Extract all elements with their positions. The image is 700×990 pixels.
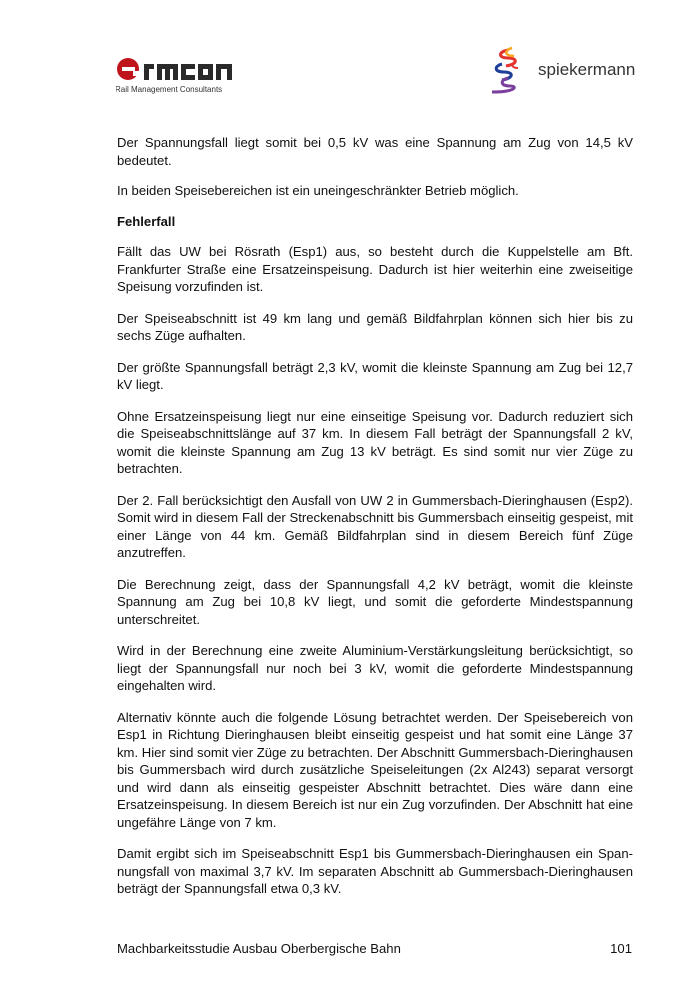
ermcon-tagline: Rail Management Consultants (116, 85, 223, 94)
paragraph: Alternativ könnte auch die folgende Lösung betrachtet werden. Der Speisebereich von Esp1 in Richtung Dieringhausen bleibt einseitig gespeist und hat somit eine Länge 37 km. Hier sind somit vier Züge zu betrachten. Der Abschnitt Gummersbach-Dieringhausen bis Gummersbach wird durch zusätzliche Speiseleitungen (2x Al243) separat versorgt und wird dann als einseitig gespeister Abschnitt betrachtet. Dies wäre dann eine Ersatzeinspeisung. In diesem Bereich ist nur ein Zug vorzufinden. Der Abschnitt hat eine ungefähre Länge von 7 km. (117, 709, 633, 830)
page-number: 101 (610, 941, 632, 956)
document-body (117, 134, 633, 912)
footer-title: Machbarkeitsstudie Ausbau Oberbergische Bahn (117, 941, 401, 956)
spiekermann-wordmark: spiekermann (538, 60, 636, 79)
paragraph: Damit ergibt sich im Speiseabschnitt Esp1 bis Gummersbach-Dieringhausen ein Spannungsfall von maximal 3,7 kV. Im separaten Abschnitt ab Gummersbach-Dieringhausen beträgt der Spannungsfall etwa 0,3 kV. (117, 846, 633, 896)
paragraph: Wird in der Berechnung eine zweite Aluminium-Verstärkungsleitung berücksichtigt, so liegt der Spannungsfall nur noch bei 3 kV, womit die geforderte Mindestspannung eingehalten wird. (117, 643, 633, 693)
ermcon-logo (116, 52, 246, 98)
paragraph: Ohne Ersatzeinspeisung liegt nur eine einseitige Speisung vor. Dadurch reduziert sich die Speiseabschnittslänge auf 37 km. In diesem Fall beträgt der Spannungsfall 2 kV, womit die kleinste Spannung am Zug 13 kV beträgt. Es sind somit nur vier Züge zu betrachten. (117, 408, 633, 476)
section-heading: Fehlerfall (117, 213, 176, 229)
paragraph: Die Berechnung zeigt, dass der Spannungsfall 4,2 kV beträgt, womit die kleinste Spannung am Zug bei 10,8 kV liegt, und somit die geforderte Mindestspannung unterschreitet. (117, 576, 633, 627)
spiekermann-logo (488, 44, 638, 96)
paragraph: Der größte Spannungsfall beträgt 2,3 kV, womit die kleinste Spannung am Zug bei 12,7 kV liegt. (117, 359, 633, 392)
ermcon-logo-graphic (116, 52, 246, 98)
paragraph: Fällt das UW bei Rösrath (Esp1) aus, so besteht durch die Kuppelstelle am Bft. Frankfurter Straße eine Ersatzeinspeisung. Dadurch ist hier weiterhin eine zweiseitige Speisung vorzufinden ist. (117, 244, 633, 294)
paragraph: Der 2. Fall berücksichtigt den Ausfall von UW 2 in Gummersbach-Dieringhausen (Esp2). Somit wird in diesem Fall der Streckenabschnitt bis Gummersbach einseitig gespeist, mit einer Länge von 44 km. Gemäß Bildfahrplan sind in diesem Bereich fünf Züge anzutreffen. (117, 492, 633, 560)
paragraph: Der Spannungsfall liegt somit bei 0,5 kV was eine Spannung am Zug von 14,5 kV bedeutet. (117, 135, 633, 168)
paragraph: In beiden Speisebereichen ist ein uneingeschränkter Betrieb möglich. (117, 183, 519, 198)
spiekermann-swirl-icon (492, 48, 518, 92)
spiekermann-logo-graphic (488, 44, 638, 96)
paragraph: Der Speiseabschnitt ist 49 km lang und gemäß Bildfahrplan können sich hier bis zu sechs Züge aufhalten. (117, 310, 633, 343)
